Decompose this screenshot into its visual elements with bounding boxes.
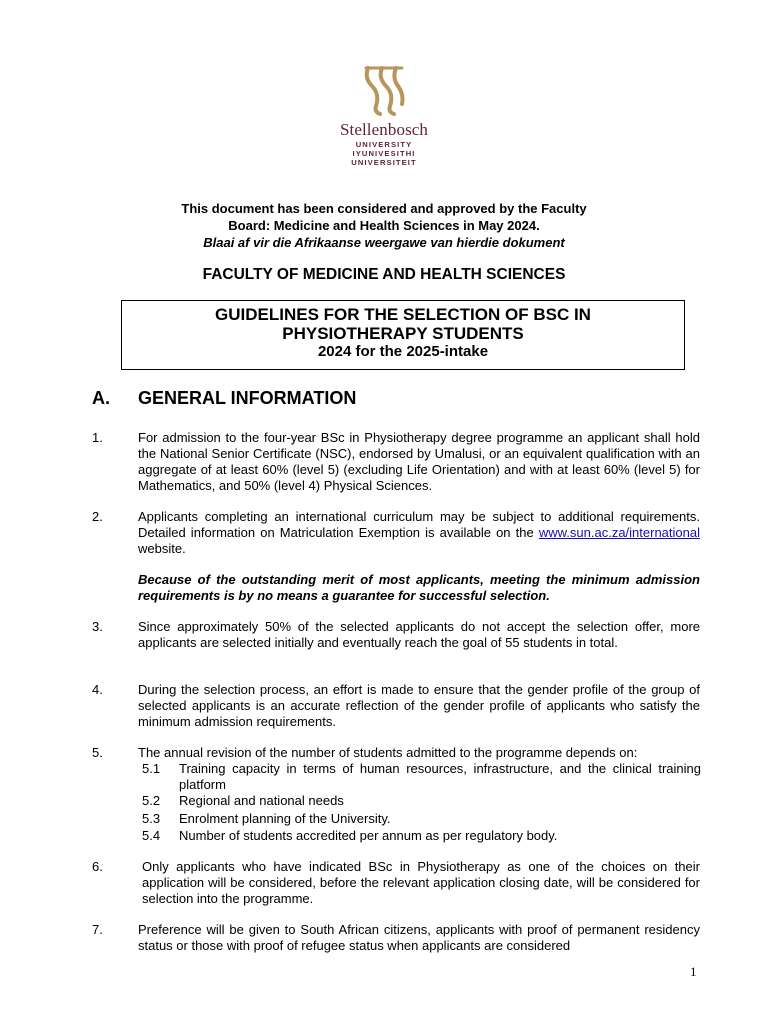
item-number-3: 3. (92, 619, 103, 634)
title-line-1: GUIDELINES FOR THE SELECTION OF BSC IN (215, 305, 591, 324)
approval-line-2: Board: Medicine and Health Sciences in May 2024. (228, 218, 540, 233)
sub-item-text: Training capacity in terms of human resources, infrastructure, and the clinical training platform (179, 761, 701, 792)
sub-item-text: Enrolment planning of the University. (179, 811, 391, 826)
document-title-box (121, 300, 685, 370)
section-letter: A. (92, 388, 110, 408)
item-number-2: 2. (92, 509, 103, 524)
approval-line-1: This document has been considered and approved by the Faculty (181, 201, 587, 216)
sub-item-number: 5.4 (142, 828, 161, 843)
item-number-5: 5. (92, 745, 103, 760)
selection-warning: Because of the outstanding merit of most applicants, meeting the minimum admission requirements is by no means a guarantee for successful selection. (138, 572, 700, 603)
international-website-link[interactable]: www.sun.ac.za/international (538, 525, 700, 540)
approval-note (100, 200, 668, 251)
university-crest-icon (362, 64, 406, 116)
item-text-1: For admission to the four-year BSc in Physiotherapy degree programme an applicant shall hold the National Senior Certificate (NSC), endorsed by Umalusi, or an equivalent qualification with an aggregate of at least 60% (level 5) (excluding Life Orientation) and with at least 60% (level 5) for Mathematics, and 50% (level 4) Physical Sciences. (138, 430, 700, 493)
item-text-2-post: website. (138, 541, 186, 556)
sub-item-number: 5.3 (142, 811, 161, 826)
item-number-6: 6. (92, 859, 103, 874)
title-line-2: PHYSIOTHERAPY STUDENTS (282, 324, 524, 343)
item-text-6: Only applicants who have indicated BSc in Physiotherapy as one of the choices on their application will be considered, before the relevant application closing date, will be considered for selection into the programme. (142, 859, 700, 906)
item-number-7: 7. (92, 922, 103, 937)
sub-item-number: 5.1 (142, 761, 161, 776)
sub-item-number: 5.2 (142, 793, 161, 808)
afrikaans-note: Blaai af vir die Afrikaanse weergawe van hierdie dokument (203, 235, 565, 250)
item-text-3: Since approximately 50% of the selected applicants do not accept the selection offer, more applicants are selected initially and eventually reach the goal of 55 students in total. (138, 619, 700, 650)
item-text-2 (138, 509, 700, 557)
item-text-7: Preference will be given to South African citizens, applicants with proof of permanent residency status or those with proof of refugee status when applicants are considered (138, 922, 700, 953)
university-line-3: UNIVERSITEIT (351, 158, 417, 167)
item-number-1: 1. (92, 430, 103, 445)
item-number-4: 4. (92, 682, 103, 697)
item-text-2-pre: Applicants completing an international curriculum may be subject to additional requirements. Detailed information on Matriculation Exemption is available on the (138, 509, 700, 540)
section-heading: GENERAL INFORMATION (138, 388, 357, 408)
item-text-4: During the selection process, an effort is made to ensure that the gender profile of the group of selected applicants is an accurate reflection of the gender profile of applicants who satisfy the minimum admission requirements. (138, 682, 700, 729)
university-line-2: IYUNIVESITHI (352, 149, 416, 158)
page-number: 1 (690, 964, 697, 979)
university-line-1: UNIVERSITY (355, 140, 413, 149)
sub-item-text: Regional and national needs (179, 793, 344, 808)
university-logo (330, 64, 438, 176)
university-name: Stellenbosch (339, 120, 429, 139)
item-text-5: The annual revision of the number of students admitted to the programme depends on: (138, 745, 638, 760)
sub-item-text: Number of students accredited per annum as per regulatory body. (179, 828, 558, 843)
faculty-heading: FACULTY OF MEDICINE AND HEALTH SCIENCES (202, 266, 566, 283)
title-subtitle: 2024 for the 2025-intake (317, 343, 489, 360)
